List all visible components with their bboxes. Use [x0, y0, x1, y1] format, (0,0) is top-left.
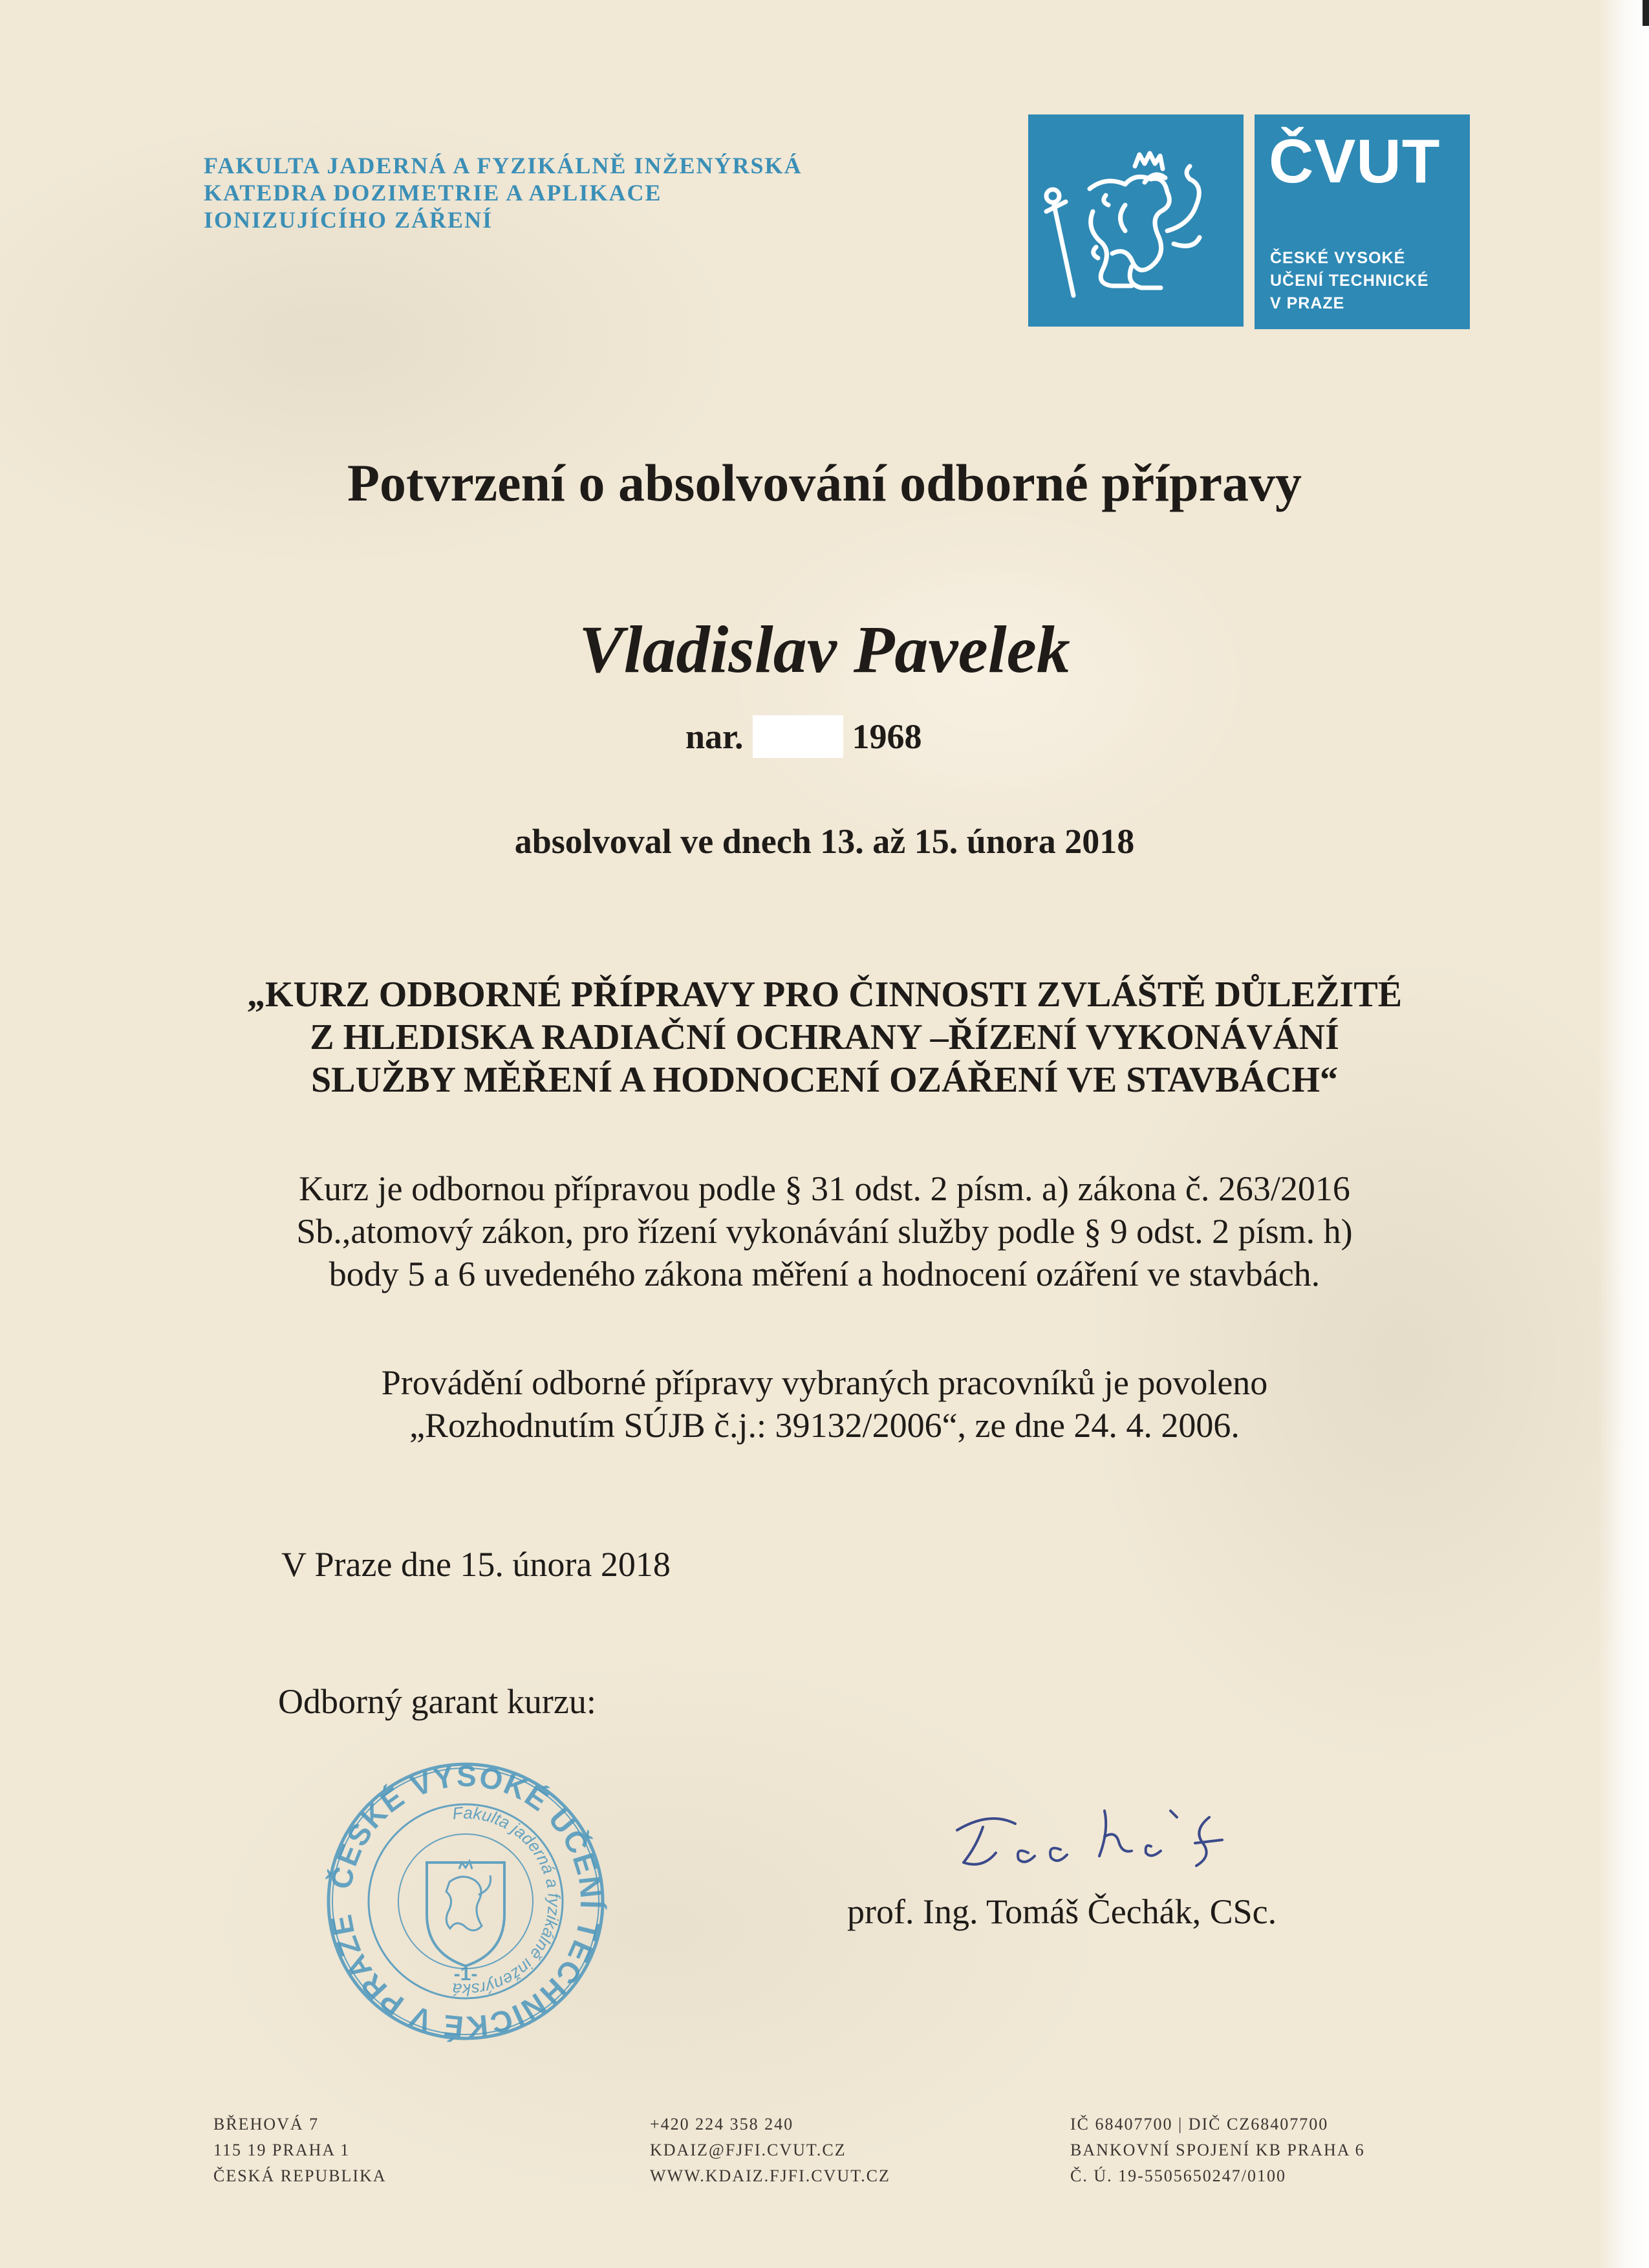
attendance-dates: absolvoval ve dnech 13. až 15. února 2018 — [514, 822, 1135, 861]
signature — [938, 1791, 1255, 1888]
scan-edge — [1597, 0, 1649, 2268]
birth-year: 1968 — [852, 717, 922, 756]
czech-lion-emblem-icon — [1028, 114, 1244, 327]
permit-statement — [0, 1361, 1649, 1447]
footer-line: Č. Ú. 19-5505650247/0100 — [1070, 2166, 1286, 2185]
faculty-header — [204, 152, 915, 233]
footer-company — [1070, 2111, 1365, 2189]
birth-line — [685, 717, 922, 762]
footer-line: ČESKÁ REPUBLIKA — [213, 2166, 387, 2185]
svg-text:ČESKÉ VYSOKÉ UČENÍ TECHNICKÉ V — [324, 1759, 608, 2044]
birth-prefix: nar. — [685, 717, 744, 756]
certificate-title: Potvrzení o absolvování odborné přípravy — [347, 453, 1302, 512]
footer-line: BANKOVNÍ SPOJENÍ KB PRAHA 6 — [1070, 2141, 1365, 2159]
faculty-line: KATEDRA DOZIMETRIE A APLIKACE — [204, 180, 662, 206]
legal-basis — [0, 1167, 1649, 1295]
footer-phone: +420 224 358 240 — [650, 2115, 794, 2133]
logo-subtitle-line: ČESKÉ VYSOKÉ — [1270, 249, 1406, 267]
footer-address — [213, 2111, 387, 2189]
logo-title: ČVUT — [1269, 127, 1441, 196]
redacted-date — [753, 715, 843, 758]
logo-subtitle-line: V PRAZE — [1270, 294, 1345, 312]
course-line: „KURZ ODBORNÉ PŘÍPRAVY PRO ČINNOSTI ZVLÁŠTĚ DŮLEŽITÉ — [246, 975, 1403, 1015]
footer-line: IČ 68407700 | DIČ CZ68407700 — [1070, 2115, 1329, 2133]
stamp-outer-text: ČESKÉ VYSOKÉ UČENÍ TECHNICKÉ V PRAZE — [323, 1759, 608, 2044]
cvut-logo — [1255, 114, 1470, 329]
course-line: SLUŽBY MĚŘENÍ A HODNOCENÍ OZÁŘENÍ VE STAVBÁCH“ — [310, 1060, 1339, 1100]
footer-website: WWW.KDAIZ.FJFI.CVUT.CZ — [650, 2166, 890, 2185]
signer-name: prof. Ing. Tomáš Čechák, CSc. — [847, 1892, 1277, 1931]
place-date: V Praze dne 15. února 2018 — [281, 1545, 671, 1584]
course-name — [0, 973, 1649, 1101]
stamp-inner-text: Fakulta jaderná a fyzikálně inženýrská — [451, 1802, 565, 2000]
stamp-number: -1- — [453, 1963, 478, 1985]
recipient-name: Vladislav Pavelek — [579, 612, 1070, 687]
footer-line: 115 19 PRAHA 1 — [213, 2141, 350, 2159]
permit-line: Provádění odborné přípravy vybraných pracovníků je povoleno — [381, 1363, 1268, 1402]
permit-line: „Rozhodnutím SÚJB č.j.: 39132/2006“, ze dne 24. 4. 2006. — [409, 1406, 1240, 1445]
legal-line: Sb.,atomový zákon, pro řízení vykonávání služby podle § 9 odst. 2 písm. h) — [296, 1212, 1353, 1251]
course-line: Z HLEDISKA RADIAČNÍ OCHRANY –ŘÍZENÍ VYKONÁVÁNÍ — [310, 1017, 1339, 1057]
legal-line: Kurz je odbornou přípravou podle § 31 odst. 2 písm. a) zákona č. 263/2016 — [299, 1169, 1350, 1208]
university-stamp — [323, 1759, 608, 2044]
guarantor-label: Odborný garant kurzu: — [278, 1682, 596, 1721]
legal-line: body 5 a 6 uvedeného zákona měření a hodnocení ozáření ve stavbách. — [329, 1255, 1320, 1293]
scan-edge-mark — [1643, 0, 1649, 26]
footer-line: BŘEHOVÁ 7 — [213, 2115, 319, 2133]
faculty-line: IONIZUJÍCÍHO ZÁŘENÍ — [204, 207, 493, 233]
logo-subtitle — [1270, 247, 1464, 315]
footer-email: KDAIZ@FJFI.CVUT.CZ — [650, 2141, 846, 2159]
logo-subtitle-line: UČENÍ TECHNICKÉ — [1270, 272, 1429, 290]
faculty-line: FAKULTA JADERNÁ A FYZIKÁLNĚ INŽENÝRSKÁ — [204, 153, 803, 178]
footer-contact — [650, 2111, 890, 2189]
